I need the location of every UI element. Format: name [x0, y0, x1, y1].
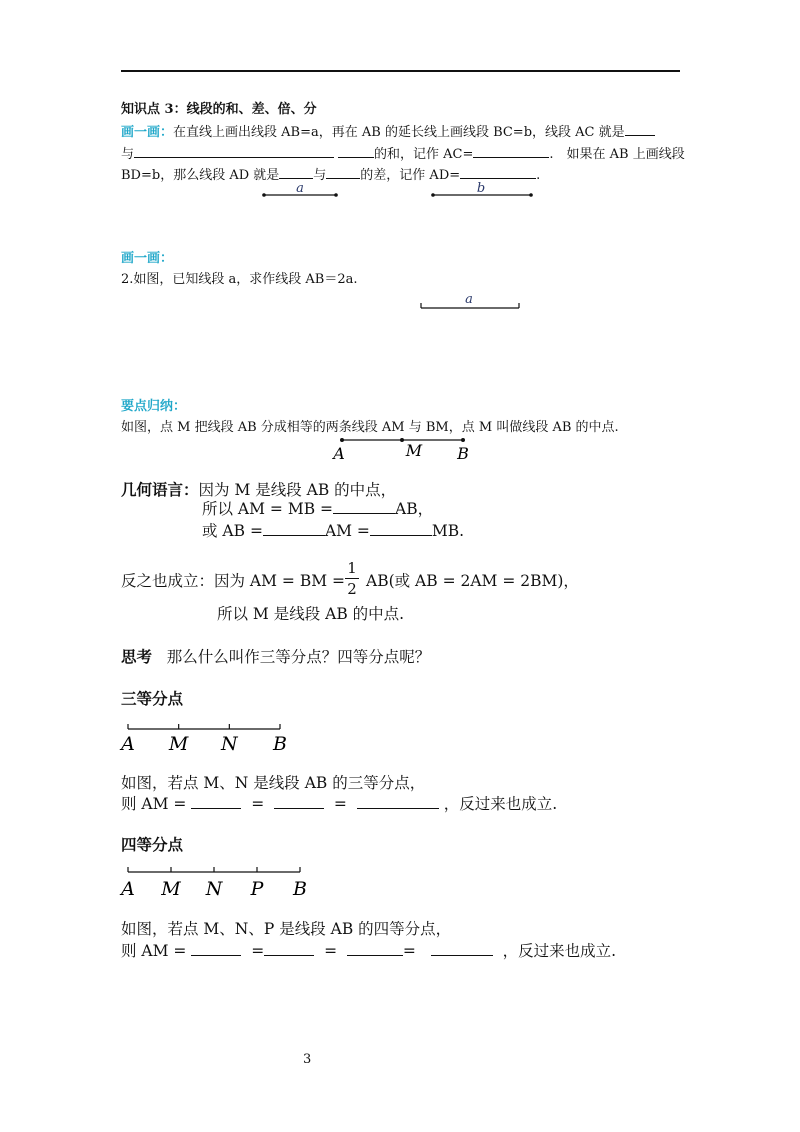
quadrisect-line2-text: 则 AM =	[121, 942, 187, 960]
draw-label: 画一画：	[121, 125, 174, 140]
segment-a2-figure	[419, 292, 524, 316]
trisect-line2-end: ，反过来也成立.	[443, 795, 558, 813]
summary-label: 要点归纳：	[121, 399, 187, 414]
equals-sign: =	[402, 942, 416, 960]
paragraph-line-2	[121, 143, 685, 162]
line3-text-d: .	[536, 168, 541, 183]
blank-fill[interactable]	[370, 523, 432, 536]
quadrisect-line-1: 如图，若点 M、N、P 是线段 AB 的四等分点，	[121, 920, 452, 938]
blank-fill[interactable]	[333, 501, 395, 514]
line3-text-b: 与	[313, 168, 327, 183]
trisect-line2-text: 则 AM =	[121, 795, 187, 813]
geometry-line2-text-a: 所以 AM = MB =	[202, 500, 334, 518]
point-b-label: B	[457, 444, 469, 463]
geometry-line3-text-c: MB.	[431, 522, 465, 540]
segment-b-label: b	[476, 181, 486, 196]
geometry-label: 几何语言：	[121, 480, 199, 499]
section-title: 知识点 3：线段的和、差、倍、分	[121, 102, 317, 117]
line2-text-c: . 如果在 AB 上画线段	[549, 147, 685, 162]
equals-sign: =	[251, 942, 265, 960]
converse-line-b: AB(或 AB = 2AM = 2BM)，	[366, 572, 579, 590]
point-m-label: M	[405, 441, 423, 460]
point-label-b: B	[273, 733, 287, 755]
equals-sign: =	[324, 942, 338, 960]
geometry-line-2	[202, 497, 433, 519]
blank-fill[interactable]	[191, 943, 241, 956]
segment-a2-label: a	[465, 292, 473, 307]
blank-fill[interactable]	[263, 523, 325, 536]
page-number: 3	[303, 1052, 312, 1067]
blank-fill[interactable]	[473, 145, 549, 158]
line3-text-a: BD=b，那么线段 AD 就是	[121, 168, 280, 183]
equals-sign: =	[251, 795, 265, 813]
converse-line-2: 所以 M 是线段 AB 的中点.	[217, 605, 405, 623]
line1-text: 在直线上画出线段 AB=a，再在 AB 的延长线上画线段 BC=b，线段 AC 就是	[173, 125, 625, 140]
line2-text-b: 的和，记作 AC=	[374, 147, 474, 162]
fraction-one-half	[345, 560, 359, 597]
blank-fill[interactable]	[274, 796, 324, 809]
draw2-label: 画一画：	[121, 251, 174, 266]
trisect-figure	[120, 723, 300, 755]
blank-fill[interactable]	[338, 145, 374, 158]
trisect-line-2	[121, 792, 557, 814]
point-label-m: M	[161, 878, 181, 900]
quadrisect-figure	[120, 866, 320, 900]
point-label-n: N	[221, 733, 238, 755]
point-a-label: A	[333, 444, 345, 463]
blank-fill[interactable]	[279, 166, 313, 179]
blank-fill[interactable]	[357, 796, 439, 809]
geometry-line-3	[202, 519, 464, 541]
blank-fill[interactable]	[134, 145, 334, 158]
summary-text: 如图，点 M 把线段 AB 分成相等的两条线段 AM 与 BM，点 M 叫做线段 AB 的中点.	[121, 420, 619, 435]
quadrisect-line2-end: ，反过来也成立.	[502, 942, 616, 960]
blank-fill[interactable]	[460, 166, 536, 179]
geometry-line1-text: 因为 M 是线段 AB 的中点，	[198, 481, 397, 499]
think-label: 思考	[121, 647, 153, 666]
point-label-b: B	[293, 878, 307, 900]
draw2-question: 2.如图，已知线段 a，求作线段 AB＝2a.	[121, 272, 358, 287]
blank-fill[interactable]	[264, 943, 314, 956]
quadrisect-title: 四等分点	[121, 835, 184, 854]
header-rule	[121, 70, 680, 72]
trisect-line-1: 如图，若点 M、N 是线段 AB 的三等分点，	[121, 774, 426, 792]
segment-a-figure	[262, 180, 342, 200]
trisect-title: 三等分点	[121, 689, 184, 708]
paragraph-line-1	[121, 121, 655, 140]
fraction-numerator: 1	[347, 559, 357, 577]
segment-a-label: a	[296, 181, 304, 196]
blank-fill[interactable]	[431, 943, 493, 956]
geometry-line2-text-b: AB，	[395, 500, 434, 518]
line3-text-c: 的差，记作 AD=	[360, 168, 461, 183]
equals-sign: =	[333, 795, 347, 813]
blank-fill[interactable]	[191, 796, 241, 809]
geometry-line3-text-a: 或 AB =	[202, 522, 263, 540]
converse-line-a: 反之也成立：因为 AM = BM =	[121, 572, 346, 590]
blank-fill[interactable]	[347, 943, 403, 956]
midpoint-figure	[330, 432, 480, 464]
line2-text-a: 与	[121, 147, 135, 162]
think-text: 那么什么叫作三等分点？四等分点呢？	[166, 648, 431, 666]
point-label-p: P	[250, 878, 264, 900]
blank-fill[interactable]	[625, 123, 655, 136]
point-label-n: N	[205, 878, 223, 900]
segment-b-figure	[431, 180, 541, 200]
point-label-a: A	[121, 878, 135, 900]
think-line	[121, 645, 430, 667]
blank-fill[interactable]	[326, 166, 360, 179]
geometry-line3-text-b: AM =	[324, 522, 370, 540]
fraction-denominator: 2	[347, 580, 357, 598]
point-label-m: M	[168, 733, 189, 755]
point-label-a: A	[121, 733, 135, 755]
quadrisect-line-2	[121, 939, 616, 961]
